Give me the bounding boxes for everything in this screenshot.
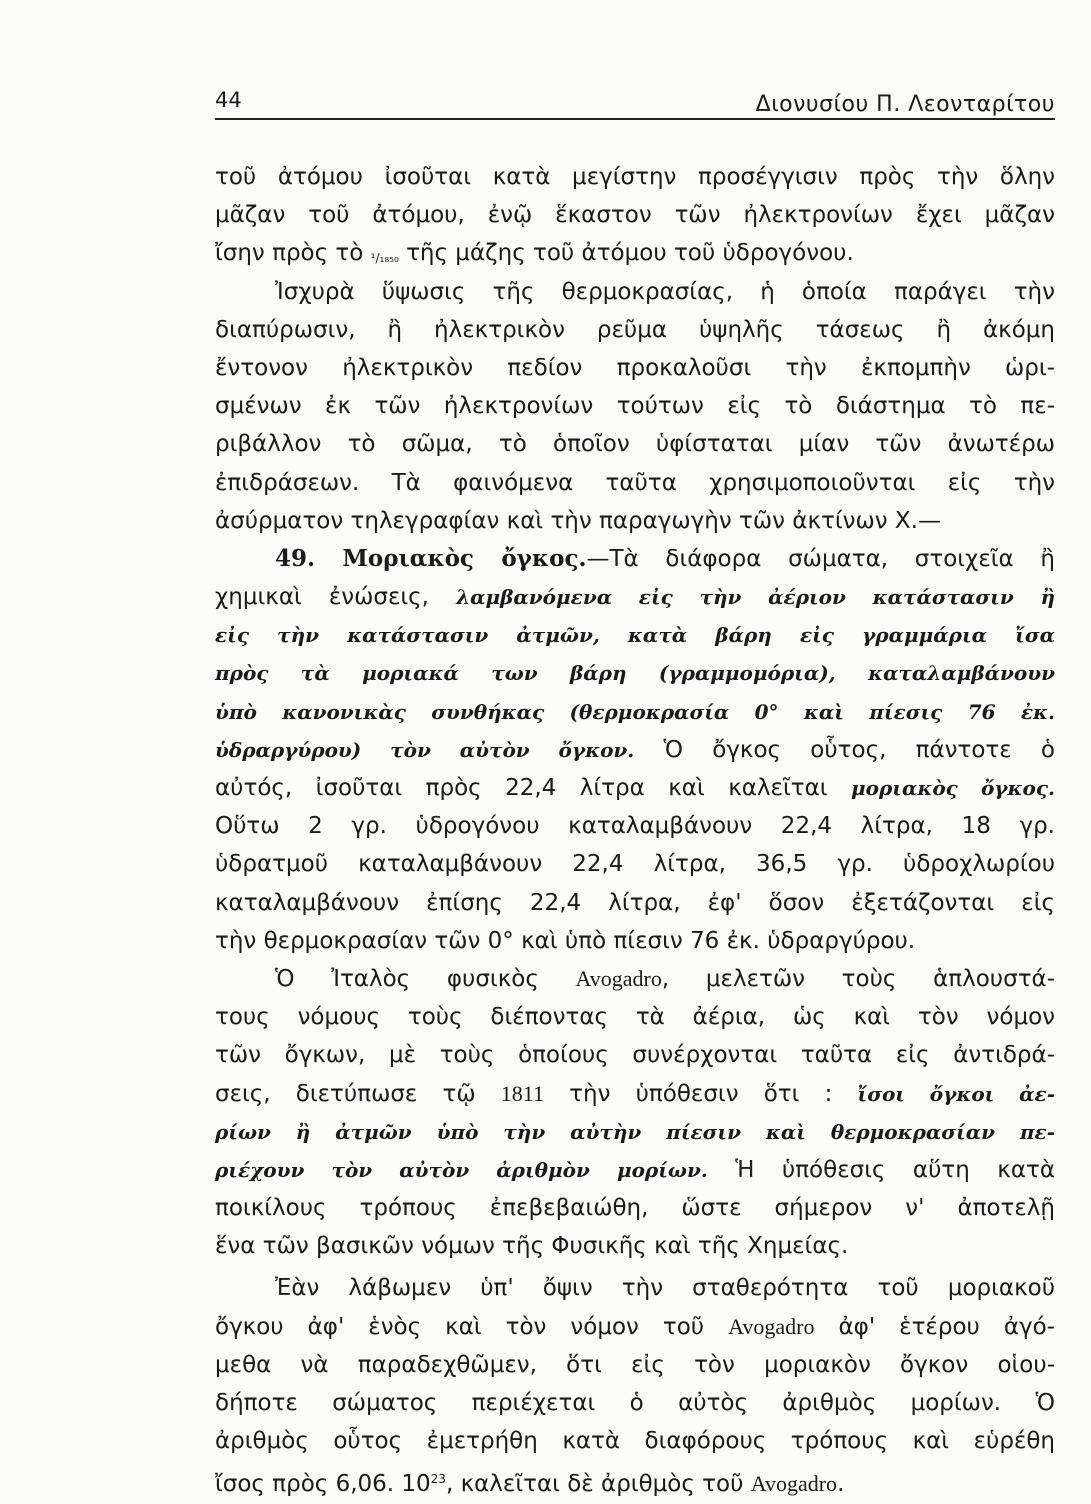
text-line: τὴν θερμοκρασίαν τῶν 0° καὶ ὑπὸ πίεσιν 76 ἐκ. ὑδραργύρου.: [215, 927, 916, 954]
text-run: Ὁ ὄγκος οὗτος, πάντοτε ὁ: [634, 736, 1055, 763]
text-line: [215, 1460, 1055, 1498]
text-line: [215, 1151, 1055, 1189]
text-line: μᾶζαν τοῦ ἀτόμου, ἐνῷ ἕκαστον τῶν ἠλεκτρονίων ἔχει μᾶζαν: [215, 202, 1055, 229]
section-heading: 49. Μοριακὸς ὄγκος.: [275, 544, 587, 572]
text-line: τοῦ ἀτόμου ἰσοῦται κατὰ μεγίστην προσέγγισιν πρὸς τὴν ὅλην: [215, 164, 1055, 190]
text-line: Ἰσχυρὰ ὕψωσις τῆς θερμοκρασίας, ἡ ὁποία παράγει τὴν: [275, 278, 1055, 305]
superscript: 23: [430, 1472, 446, 1487]
text-line: μεθα νὰ παραδεχθῶμεν, ὅτι εἰς τὸν μοριακὸν ὄγκον οἱου-: [215, 1351, 1055, 1378]
text-line: τους νόμους τοὺς διέποντας τὰ ἀέρια, ὡς καὶ τὸν νόμον: [215, 1004, 1055, 1031]
section-heading-line: [215, 540, 1055, 578]
emphasized-text: εἰς τὴν κατάστασιν ἀτμῶν, κατὰ βάρη εἰς γραμμάρια ἴσα: [215, 623, 1055, 648]
text-line: ἐπιδράσεων. Τὰ φαινόμενα ταῦτα χρησιμοποιοῦνται εἰς τὴν: [215, 469, 1055, 496]
emphasized-text: πρὸς τὰ μοριακά των βάρη (γραμμομόρια), καταλαμβάνουν: [215, 661, 1055, 686]
text-run: ἴσος πρὸς 6,06. 10: [215, 1471, 431, 1498]
text-line: [215, 654, 1055, 692]
emphasized-text: ρίων ἢ ἀτμῶν ὑπὸ τὴν αὐτὴν πίεσιν καὶ θερμοκρασίαν πε-: [215, 1119, 1055, 1144]
emphasized-text: λαμβανόμενα εἰς τὴν ἀέριον κατάστασιν ἢ: [456, 585, 1056, 610]
text-line: [215, 960, 1055, 998]
text-line: [215, 234, 1055, 272]
text-run: σεις, διετύπωσε τῷ: [215, 1080, 501, 1107]
text-run: τῆς μάζης τοῦ ἀτόμου τοῦ ὑδρογόνου.: [398, 240, 854, 267]
text-line: τῶν ὄγκων, μὲ τοὺς ὁποίους συνέρχονται ταῦτα εἰς ἀντιδρά-: [215, 1042, 1055, 1069]
emphasized-text: ὑπὸ κανονικὰς συνθήκας (θερμοκρασία 0° καὶ πίεσις 76 ἐκ.: [215, 699, 1055, 724]
text-line: Οὕτω 2 γρ. ὑδρογόνου καταλαμβάνουν 22,4 λίτρα, 18 γρ.: [215, 813, 1055, 840]
text-run: τὴν ὑπόθεσιν ὅτι :: [543, 1080, 858, 1107]
text-run: ἀφ' ἑτέρου ἀγό-: [814, 1313, 1055, 1340]
text-line: [215, 1308, 1055, 1346]
emphasized-text: μοριακὸς ὄγκος.: [851, 776, 1055, 800]
latin-text: Avogadro: [575, 965, 662, 991]
text-run: , μελετῶν τοὺς ἁπλουστά-: [661, 965, 1055, 992]
text-run: Ὁ Ἰταλὸς φυσικὸς: [275, 965, 576, 992]
page-header: [215, 88, 1055, 120]
text-line: [215, 769, 1055, 807]
text-line: [215, 578, 1055, 616]
text-line: [215, 731, 1055, 769]
emphasized-text: ριέχουν τὸν αὐτὸν ἀριθμὸν μορίων.: [215, 1157, 708, 1182]
text-run: —Τὰ διάφορα σώματα, στοιχεῖα ἢ: [586, 545, 1055, 572]
page-number: 44: [215, 88, 242, 112]
text-line: ριβάλλον τὸ σῶμα, τὸ ὁποῖον ὑφίσταται μίαν τῶν ἀνωτέρω: [215, 431, 1055, 458]
text-line: δήποτε σώματος περιέχεται ὁ αὐτὸς ἀριθμὸς μορίων. Ὁ: [215, 1390, 1055, 1416]
text-line: [215, 1113, 1055, 1151]
text-run: χημικαὶ ἐνώσεις,: [215, 584, 457, 611]
text-run: ἴσην πρὸς τὸ: [215, 240, 371, 267]
text-run: ὄγκου ἀφ' ἑνὸς καὶ τὸν νόμον τοῦ: [215, 1313, 729, 1340]
text-line: ἕνα τῶν βασικῶν νόμων τῆς Φυσικῆς καὶ τῆς Χημείας.: [215, 1233, 849, 1260]
latin-text: 1811: [500, 1080, 544, 1106]
text-line: ἔντονον ἠλεκτρικὸν πεδίον προκαλοῦσι τὴν ἐκπομπὴν ὡρι-: [215, 354, 1055, 381]
running-head: Διονυσίου Π. Λεονταρίτου: [755, 92, 1055, 117]
body-text: [215, 158, 1055, 1499]
text-line: ἀσύρματον τηλεγραφίαν καὶ τὴν παραγωγὴν τῶν ἀκτίνων Χ.—: [215, 507, 941, 534]
text-line: ὑδρατμοῦ καταλαμβάνουν 22,4 λίτρα, 36,5 γρ. ὑδροχλωρίου: [215, 851, 1055, 878]
text-line: [215, 1075, 1055, 1113]
text-run: , καλεῖται δὲ ἀριθμὸς τοῦ: [445, 1471, 751, 1498]
text-line: ἀριθμὸς οὗτος ἐμετρήθη κατὰ διαφόρους τρόπους καὶ εὑρέθη: [215, 1428, 1055, 1455]
text-line: Ἐὰν λάβωμεν ὑπ' ὄψιν τὴν σταθερότητα τοῦ μοριακοῦ: [275, 1275, 1055, 1302]
text-line: καταλαμβάνουν ἐπίσης 22,4 λίτρα, ἐφ' ὅσον ἐξετάζονται εἰς: [215, 889, 1055, 916]
latin-text: Avogadro: [750, 1471, 838, 1497]
text-line: σμένων ἐκ τῶν ἠλεκτρονίων τούτων εἰς τὸ διάστημα τὸ πε-: [215, 393, 1055, 420]
text-line: ποικίλους τρόπους ἐπεβεβαιώθη, ὥστε σήμερον ν' ἀποτελῇ: [215, 1195, 1055, 1222]
emphasized-text: ἴσοι ὄγκοι ἀε-: [857, 1081, 1056, 1106]
text-line: [215, 616, 1055, 654]
text-line: [215, 693, 1055, 731]
text-line: διαπύρωσιν, ἢ ἠλεκτρικὸν ρεῦμα ὑψηλῆς τάσεως ἢ ἀκόμη: [215, 316, 1055, 343]
latin-text: Avogadro: [728, 1313, 815, 1339]
text-run: .: [837, 1471, 845, 1498]
fraction: ¹/₁₈₅₀: [370, 251, 399, 266]
text-run: αὐτός, ἰσοῦται πρὸς 22,4 λίτρα καὶ καλεῖται: [215, 775, 851, 801]
text-run: Ἡ ὑπόθεσις αὕτη κατὰ: [707, 1156, 1055, 1183]
emphasized-text: ὑδραργύρου) τὸν αὐτὸν ὄγκον.: [215, 737, 635, 762]
